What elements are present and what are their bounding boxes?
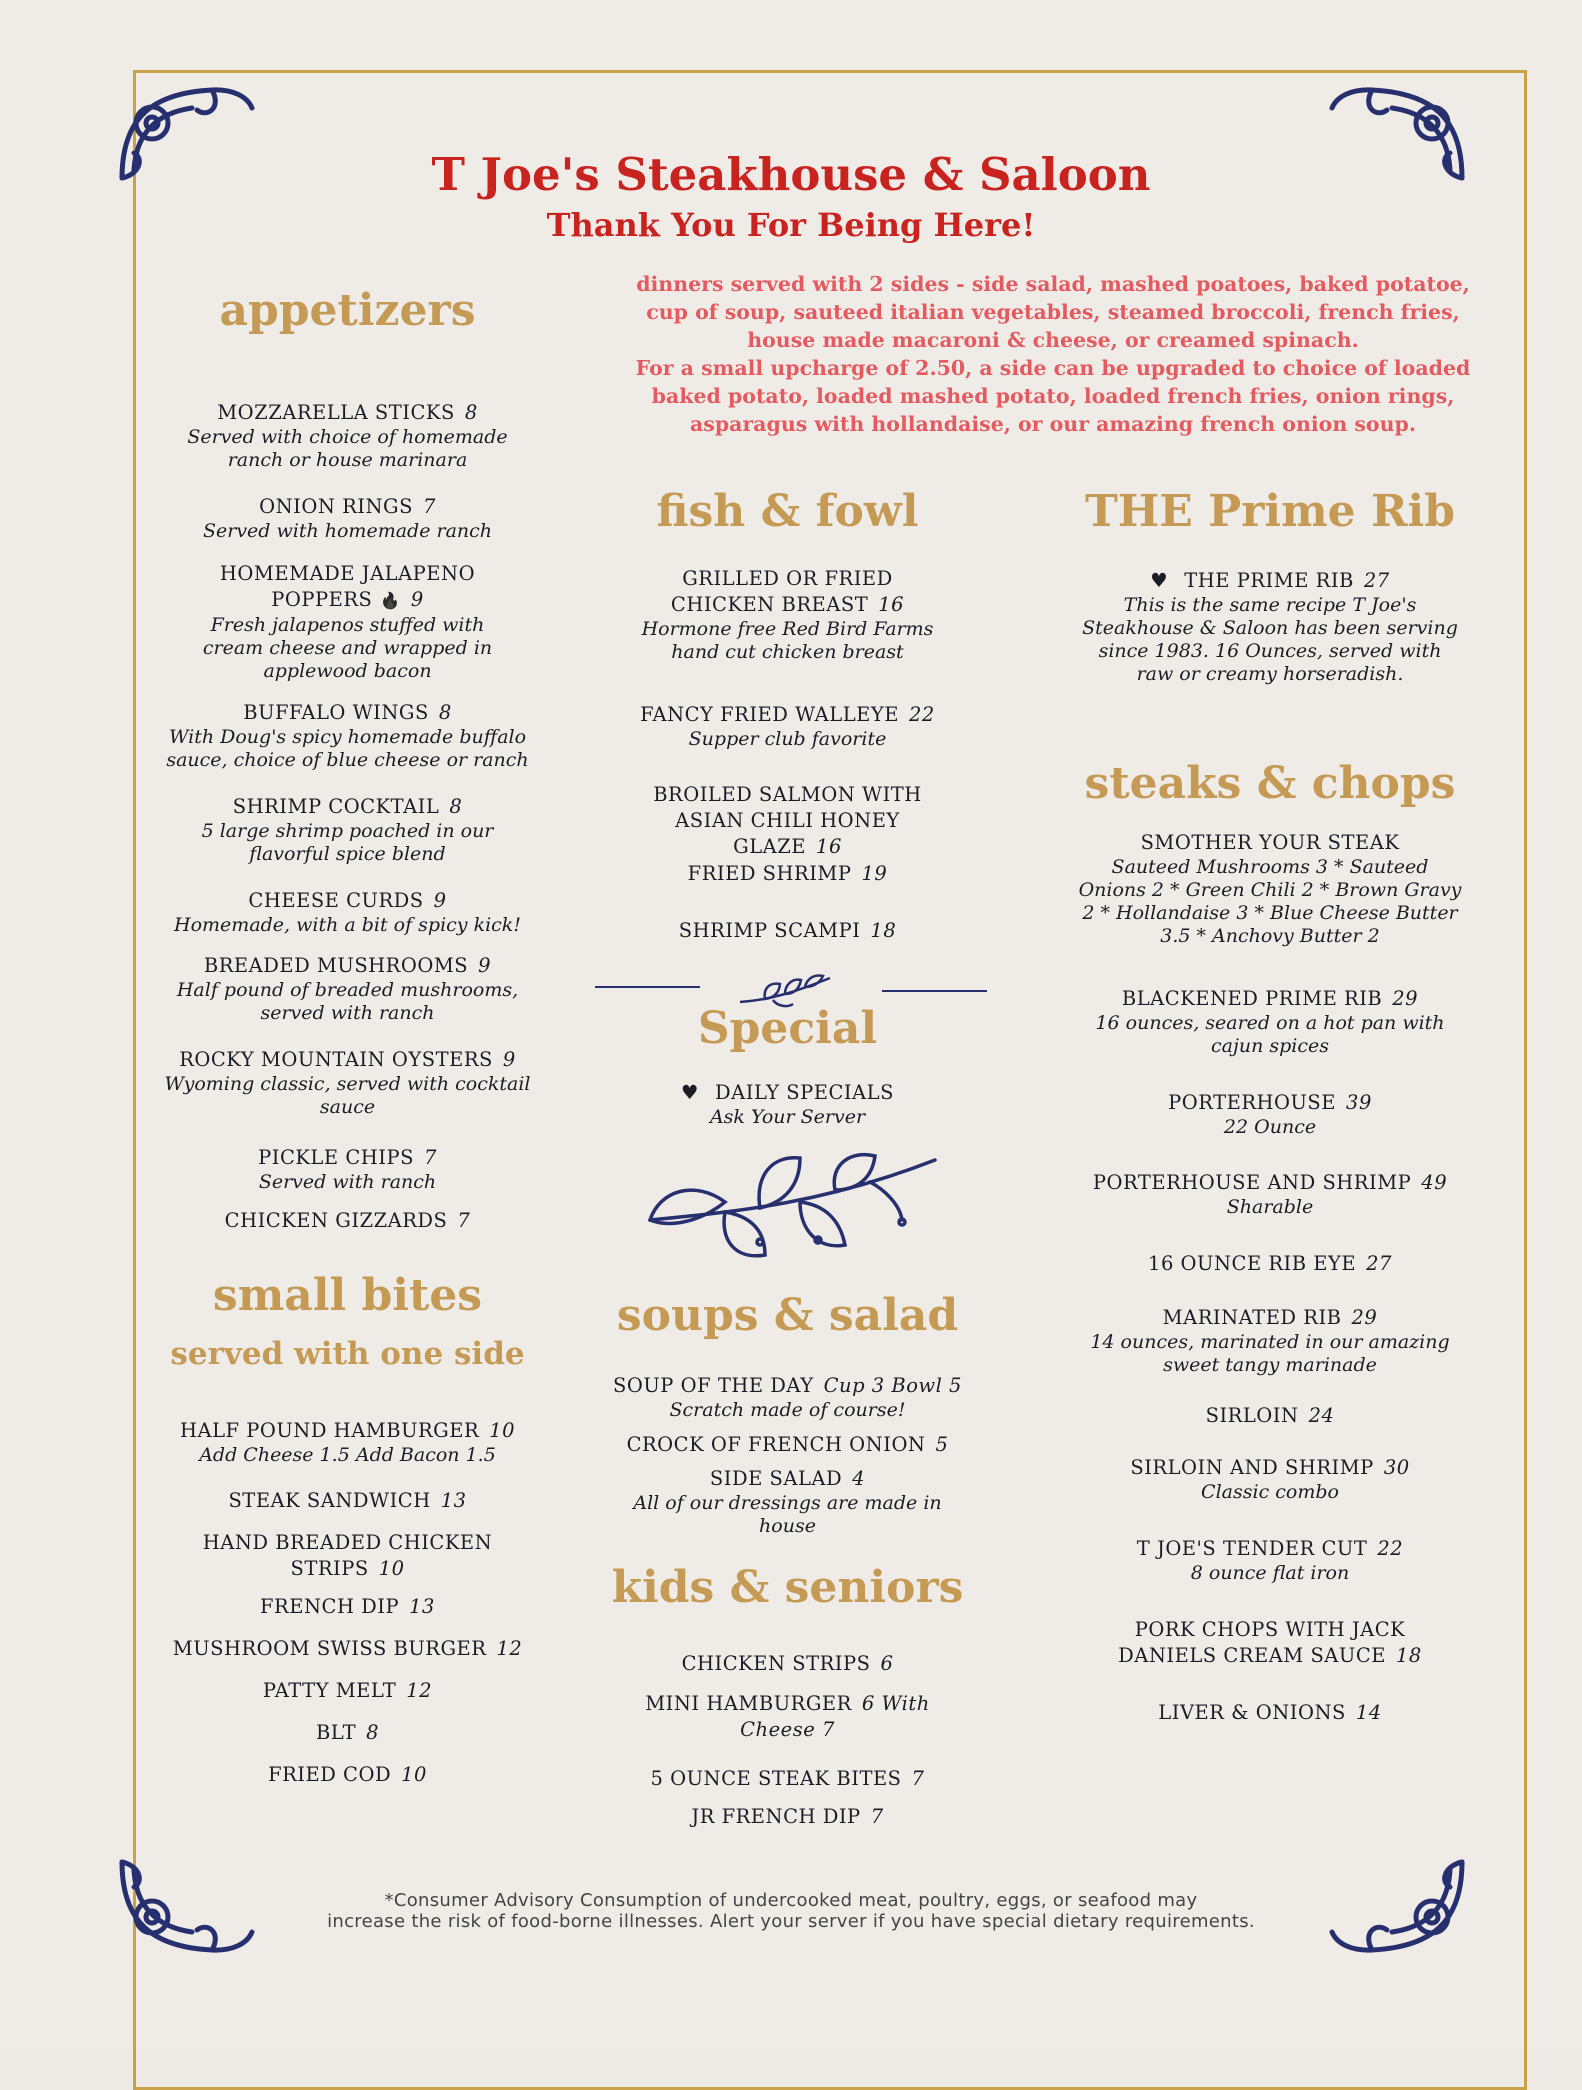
menu-item-name-line [600,918,975,944]
fish-fowl-heading: fish & fowl [656,486,919,537]
menu-item-name: HAND BREADED CHICKEN STRIPS [202,1531,493,1580]
menu-item-name-line [1075,986,1465,1012]
menu-item-name-line [630,782,945,860]
menu-item-price: 9 [410,588,424,611]
menu-item-description: Served with homemade ranch [202,520,493,542]
menu-item-name: SIRLOIN AND SHRIMP [1130,1456,1374,1479]
appetizers-heading: appetizers [219,285,476,336]
kids-seniors-heading: kids & seniors [611,1562,964,1613]
menu-item-name-line [160,953,535,979]
menu-item [600,702,975,751]
menu-item [1080,568,1460,686]
menu-item [160,1636,535,1662]
menu-item-name: MINI HAMBURGER [645,1692,852,1715]
menu-item-price: 12 [406,1679,433,1702]
menu-item-price: 29 [1351,1306,1378,1329]
menu-item-description: Homemade, with a bit of spicy kick! [174,914,521,936]
special-heading: Special [697,1003,878,1054]
menu-item-price: 16 [878,593,905,616]
menu-item [1075,1305,1465,1377]
menu-item-name: MOZZARELLA STICKS [217,401,455,424]
menu-item-price: 9 [502,1048,516,1071]
menu-item-description: Hormone free Red Bird Farms hand cut chicken breast [641,618,934,663]
menu-item [160,794,535,866]
menu-item-name: SHRIMP SCAMPI [678,919,861,942]
consumer-advisory-line2: increase the risk of food-borne illnesses. Alert your server if you have special dietary requirements. [327,1911,1255,1932]
menu-item-price: 14 [1355,1701,1382,1724]
menu-item-name-line [160,400,535,426]
menu-item [1075,1251,1465,1277]
menu-item-name: CHICKEN STRIPS [681,1652,871,1675]
menu-item-name-line [1075,1090,1465,1116]
menu-item-price: 16 [816,835,842,858]
menu-item [160,953,535,1025]
menu-item [1106,1617,1434,1669]
menu-item-description: Fresh jalapenos stuffed with cream cheese and wrapped in applewood bacon [202,614,493,682]
menu-item-description: Classic combo [1201,1481,1339,1503]
menu-item [1075,1700,1465,1726]
menu-item-description: Ask Your Server [709,1106,866,1128]
restaurant-subtitle: Thank You For Being Here! [546,206,1036,244]
menu-item-name-line [160,1762,535,1788]
small-bites-subheading: served with one side [170,1336,525,1372]
menu-item-name-line [160,1720,535,1746]
menu-item-description: 14 ounces, marinated in our amazing sweet tangy marinade [1090,1331,1450,1376]
menu-item-name-line [1075,1536,1465,1562]
menu-item-name: MUSHROOM SWISS BURGER [172,1637,487,1660]
menu-item-name-line [1075,1305,1465,1331]
menu-item-name-line [600,702,975,728]
side-upgrade-text: For a small upcharge of 2.50, a side can be upgraded to choice of loaded baked potato, loaded mashed potato, loaded french fries, onion rings, asparagus with hollandaise, or our amazing french onion soup. [635,356,1471,436]
menu-item-price: 22 [1377,1537,1404,1560]
menu-item-price: 8 [449,795,463,818]
menu-item-price: 8 [438,701,452,724]
menu-item-name: CHICKEN GIZZARDS [224,1209,448,1232]
menu-item-description: 22 Ounce [1223,1116,1317,1138]
spicy-flame-icon: 🔥 [380,591,401,610]
menu-item-description: Sharable [1226,1196,1314,1218]
menu-item-price: 13 [409,1595,435,1618]
menu-item-name: FRIED COD [268,1763,392,1786]
menu-item [160,1047,535,1119]
menu-item-name-line [1075,1403,1465,1429]
dinner-sides-note [628,270,1478,438]
menu-item [1075,1536,1465,1585]
menu-item-description: With Doug's spicy homemade buffalo sauce, choice of blue cheese or ranch [166,726,529,771]
menu-item-name-line [630,566,945,618]
menu-item-price: 9 [478,954,492,977]
menu-item [160,1488,535,1514]
menu-item-description: All of our dressings are made in house [633,1492,942,1537]
menu-item-name-line [600,1373,975,1399]
menu-item [190,1530,505,1582]
menu-item-name: FANCY FRIED WALLEYE [640,703,900,726]
menu-item-name-line [630,1691,945,1743]
menu-item-name: HOMEMADE JALAPENO POPPERS [219,562,476,611]
menu-item-description: Served with choice of homemade ranch or house marinara [187,426,508,471]
menu-item [600,1080,975,1129]
menu-item-name: FRENCH DIP [260,1595,400,1618]
menu-item-name-line [190,1530,505,1582]
menu-item-name-line [1075,1700,1465,1726]
menu-item-name-line [630,1466,945,1492]
menu-item-description: 5 large shrimp poached in our flavorful spice blend [201,820,494,865]
menu-item [160,1678,535,1704]
menu-item [630,1691,945,1743]
menu-item-price: 12 [496,1637,523,1660]
menu-item-price: 7 [911,1767,925,1790]
menu-item [600,861,975,887]
menu-item-name-line [160,1678,535,1704]
menu-item [160,1145,535,1194]
menu-item-description: This is the same recipe T Joe's Steakhouse & Saloon has been serving since 1983. 16 Ounces, served with raw or creamy horseradish. [1082,594,1458,685]
menu-item-price: 10 [378,1557,405,1580]
menu-item-price: 6 With Cheese 7 [740,1692,930,1741]
menu-item-name-line [600,1080,975,1106]
large-leaf-branch-icon [640,1150,940,1270]
menu-item-description: Served with ranch [258,1171,437,1193]
menu-item-description: Supper club favorite [688,728,887,750]
menu-item-name: THE PRIME RIB [1184,569,1354,592]
menu-item-name-line [160,794,535,820]
menu-item-name: ONION RINGS [259,495,413,518]
menu-item-description: 16 ounces, seared on a hot pan with cajun spices [1095,1012,1445,1057]
menu-item-name: BROILED SALMON WITH ASIAN CHILI HONEY GLAZE [653,783,922,858]
menu-item-name: 5 OUNCE STEAK BITES [650,1767,902,1790]
menu-item [160,700,535,772]
menu-item-price: 29 [1392,987,1419,1010]
menu-item-name: JR FRENCH DIP [691,1805,861,1828]
menu-item-price: 10 [401,1763,427,1786]
menu-item-name-line [160,1418,535,1444]
menu-item-price: 19 [861,862,888,885]
menu-item-price: 49 [1421,1171,1448,1194]
menu-item-name: PORTERHOUSE AND SHRIMP [1092,1171,1412,1194]
menu-item-name: MARINATED RIB [1162,1306,1342,1329]
restaurant-title: T Joe's Steakhouse & Saloon [431,148,1151,201]
steaks-chops-heading: steaks & chops [1084,758,1456,809]
menu-item-name-line [600,861,975,887]
menu-item-name: SOUP OF THE DAY [613,1374,814,1397]
menu-item-name: SMOTHER YOUR STEAK [1140,831,1400,854]
menu-item-name-line [160,1047,535,1073]
menu-item-price: 10 [489,1419,516,1442]
menu-item-name: HALF POUND HAMBURGER [179,1419,480,1442]
menu-item-name-line [160,700,535,726]
menu-item-name: DAILY SPECIALS [715,1081,894,1104]
consumer-advisory [0,1890,1582,1932]
menu-item [630,782,945,860]
menu-item-description: Sauteed Mushrooms 3 * Sauteed Onions 2 * Green Chili 2 * Brown Gravy 2 * Hollandaise 3 * Blue Cheese Butter 3.5 * Anchovy Butter 2 [1078,856,1462,947]
menu-item-name-line [600,1766,975,1792]
menu-item [600,1373,975,1422]
menu-item-name: PICKLE CHIPS [258,1146,414,1169]
menu-item-name-line [600,1432,975,1458]
heart-icon: ♥ [1150,569,1169,592]
menu-item-name: CHEESE CURDS [248,889,424,912]
menu-item [600,1432,975,1458]
menu-item [1075,1455,1465,1504]
menu-item-name: SHRIMP COCKTAIL [232,795,440,818]
menu-item-name-line [160,1488,535,1514]
menu-item-name-line [160,494,535,520]
menu-item-name-line [160,1594,535,1620]
menu-item [160,400,535,472]
menu-item-description: Half pound of breaded mushrooms, served with ranch [176,979,519,1024]
menu-item-price: 5 [935,1433,949,1456]
menu-item [160,1208,535,1234]
menu-item-name: T JOE'S TENDER CUT [1136,1537,1368,1560]
menu-item-name: CROCK OF FRENCH ONION [626,1433,926,1456]
menu-item-name-line [1075,1251,1465,1277]
menu-item [160,1418,535,1467]
menu-item-price: 8 [366,1721,380,1744]
consumer-advisory-line1: *Consumer Advisory Consumption of undercooked meat, poultry, eggs, or seafood may [384,1890,1198,1911]
menu-item-name-line [1075,830,1465,856]
menu-item-price: 13 [440,1489,467,1512]
menu-item [600,1804,975,1830]
menu-item-description: Add Cheese 1.5 Add Bacon 1.5 [199,1444,496,1466]
menu-item-price: 4 [852,1467,866,1490]
menu-item-name: 16 OUNCE RIB EYE [1148,1252,1357,1275]
menu-item-price: 18 [870,919,897,942]
menu-item-name-line [1106,1617,1434,1669]
menu-item-name: FRIED SHRIMP [687,862,852,885]
menu-item-name-line [160,1636,535,1662]
menu-item-price: 27 [1363,569,1390,592]
menu-item-name-line [600,1651,975,1677]
menu-item-name: BLACKENED PRIME RIB [1121,987,1383,1010]
menu-item [630,566,945,664]
menu-item [1075,986,1465,1058]
prime-rib-heading: THE Prime Rib [1084,486,1456,537]
menu-item-price: 30 [1383,1456,1410,1479]
menu-item [1075,1090,1465,1139]
menu-item-name-line [1075,1455,1465,1481]
menu-item-name: PATTY MELT [262,1679,397,1702]
menu-item-name: ROCKY MOUNTAIN OYSTERS [179,1048,493,1071]
menu-item-name-line [600,1804,975,1830]
menu-item-price: 18 [1395,1644,1422,1667]
menu-item-name: GRILLED OR FRIED CHICKEN BREAST [670,567,893,616]
soups-salad-heading: soups & salad [616,1290,959,1341]
menu-item-price: 24 [1308,1404,1335,1427]
menu-item-price: Cup 3 Bowl 5 [823,1374,962,1397]
menu-item [1075,1403,1465,1429]
menu-item [600,918,975,944]
small-bites-heading: small bites [212,1270,483,1321]
menu-item [160,1762,535,1788]
menu-item-price: 9 [433,889,447,912]
menu-item [630,1466,945,1538]
menu-item-name: PORTERHOUSE [1168,1091,1337,1114]
menu-item [1075,830,1465,948]
menu-item-price: 7 [870,1805,884,1828]
menu-item-price: 39 [1346,1091,1372,1114]
heart-icon: ♥ [681,1081,700,1104]
menu-item-name: SIDE SALAD [709,1467,843,1490]
menu-item [160,1720,535,1746]
menu-item-description: 8 ounce flat iron [1190,1562,1350,1584]
menu-item-price: 22 [909,703,935,726]
menu-item-name: BUFFALO WINGS [243,701,429,724]
menu-item-price: 6 [880,1652,894,1675]
menu-item-name-line [160,1208,535,1234]
menu-item-price: 27 [1366,1252,1392,1275]
menu-item-description: Wyoming classic, served with cocktail sauce [164,1073,531,1118]
menu-item-name-line [160,1145,535,1171]
menu-item-name-line [1080,568,1460,594]
menu-item [600,1766,975,1792]
menu-item-name-line [190,561,505,614]
dinner-sides-text: dinners served with 2 sides - side salad, mashed poatoes, baked potatoe, cup of soup, sauteed italian vegetables, steamed broccoli, french fries, house made macaroni & cheese, or creamed spinach. [636,272,1470,352]
menu-item-price: 7 [457,1209,471,1232]
menu-item-name: SIRLOIN [1205,1404,1299,1427]
menu-item-name: PORK CHOPS WITH JACK DANIELS CREAM SAUCE [1118,1618,1406,1667]
menu-item-description: Scratch made of course! [669,1399,906,1421]
menu-item [160,1594,535,1620]
divider-line-right [882,990,987,992]
menu-item [160,888,535,937]
menu-item [1075,1170,1465,1219]
menu-item [190,561,505,683]
menu-item-price: 7 [423,1146,437,1169]
menu-item [600,1651,975,1677]
menu-item-name: BLT [315,1721,357,1744]
menu-item-name-line [1075,1170,1465,1196]
divider-line-left [595,986,700,988]
menu-item [160,494,535,543]
menu-item-name: BREADED MUSHROOMS [203,954,469,977]
menu-item-price: 8 [464,401,478,424]
menu-item-name-line [160,888,535,914]
menu-item-price: 7 [422,495,436,518]
menu-item-name: STEAK SANDWICH [228,1489,431,1512]
menu-item-name: LIVER & ONIONS [1158,1701,1346,1724]
